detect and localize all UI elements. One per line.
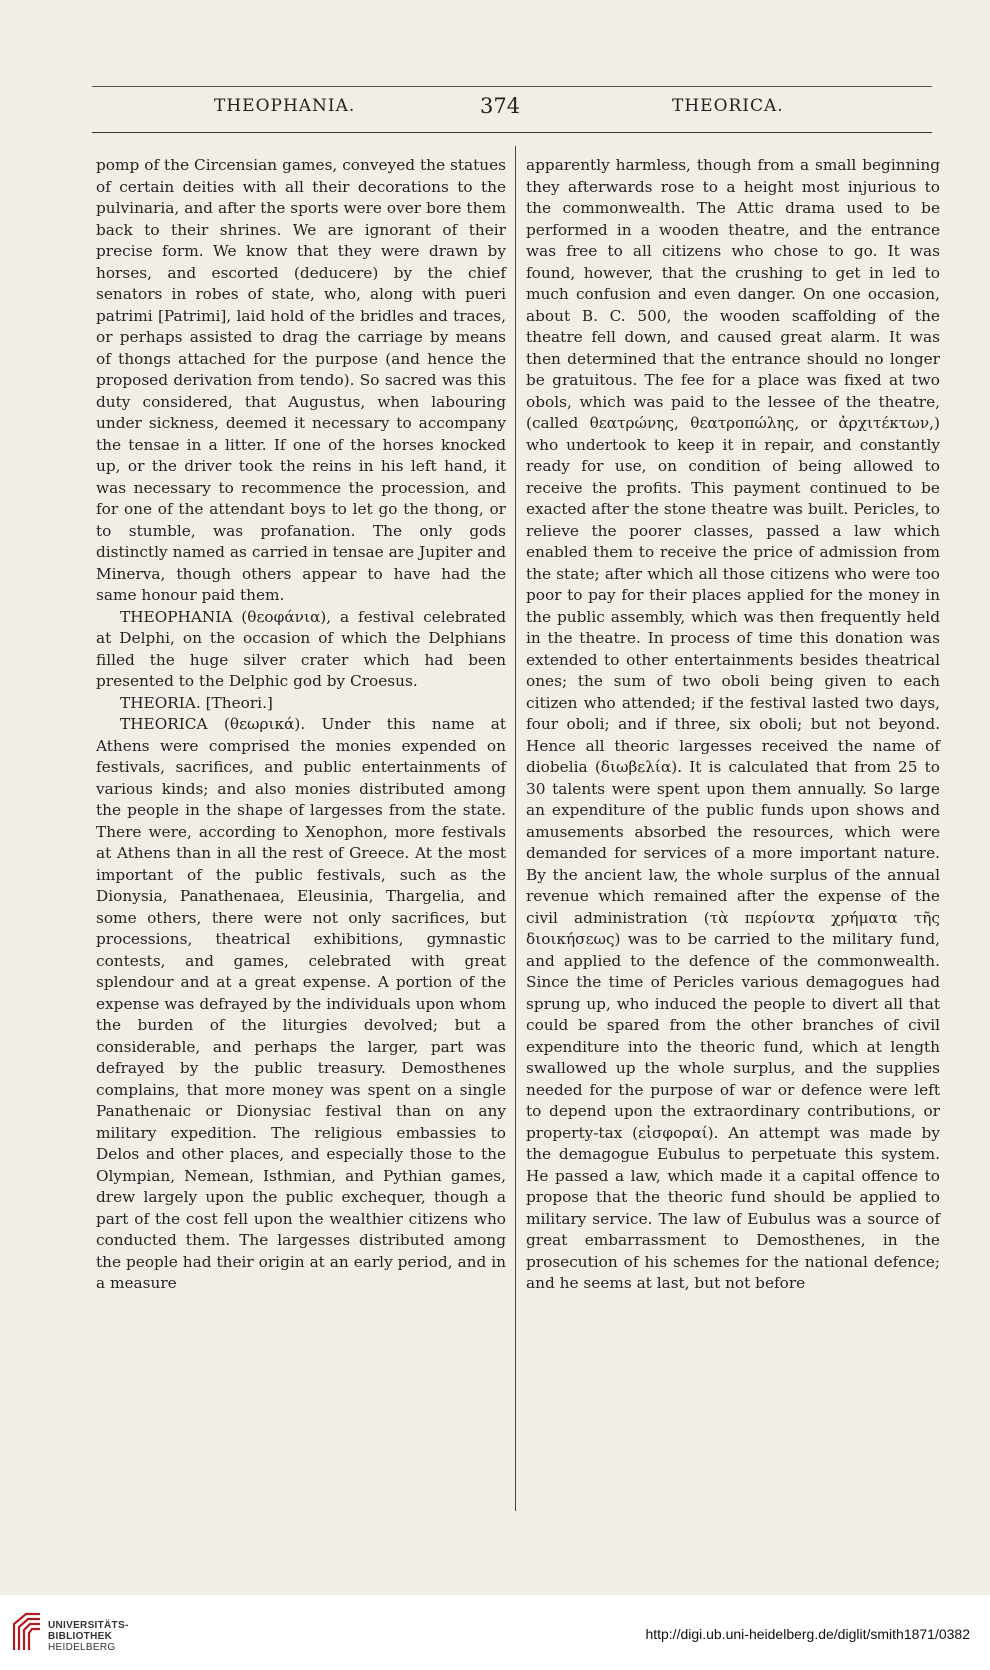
library-name-line-3: HEIDELBERG bbox=[48, 1642, 116, 1653]
paragraph-theorica: THEORICA (θεωρικά). Under this name at Athens were comprised the monies expended on festivals, sacrifices, and public entertainments of various kinds; and also monies distributed among the people in the shape of largesses from the state. There were, according to Xenophon, more festivals at Athens than in all the rest of Greece. At the most important of the public festivals, such as the Dionysia, Panathenaea, Eleusinia, Thargelia, and some others, there were not only sacrifices, but processions, theatrical exhibitions, gymnastic contests, and games, celebrated with great splendour and at a great expense. A portion of the expense was defrayed by the individuals upon whom the burden of the liturgies devolved; but a considerable, and perhaps the larger, part was defrayed by the public treasury. Demosthenes complains, that more money was spent on a single Panathenaic or Dionysiac festival than on any military expedition. The religious embassies to Delos and other places, and especially those to the Olympian, Nemean, Isthmian, and Pythian games, drew largely upon the public exchequer, though a part of the cost fell upon the wealthier citizens who conducted them. The largesses distributed among the people had their origin at an early period, and in a measure bbox=[96, 715, 506, 1292]
right-column bbox=[526, 155, 940, 1295]
paragraph-theophania: THEOPHANIA (θεοφάνια), a festival celebrated at Delphi, on the occasion of which the Delphians filled the huge silver crater which had been presented to the Delphic god by Croesus. bbox=[96, 607, 506, 690]
running-head-right: THEORICA. bbox=[672, 96, 784, 116]
header-rule bbox=[92, 132, 932, 133]
paragraph-tensae-continued: pomp of the Circensian games, conveyed the statues of certain deities with all their decorations to the pulvinaria, and after the sports were over bore them back to their shrines. We are ignorant of their precise form. We know that they were drawn by horses, and escorted (deducere) by the chief senators in robes of state, who, along with pueri patrimi [Patrimi], laid hold of the bridles and traces, or perhaps assisted to drag the carriage by means of thongs attached for the purpose (and hence the proposed derivation from tendo). So sacred was this duty considered, that Augustus, when labouring under sickness, deemed it necessary to accompany the tensae in a litter. If one of the horses knocked up, or the driver took the reins in his left hand, it was necessary to recommence the procession, and for one of the attendant boys to let go the thong, or to stumble, was profanation. The only gods distinctly named as carried in tensae are Jupiter and Minerva, though others appear to have had the same honour paid them. bbox=[96, 156, 506, 604]
library-name-line-1: UNIVERSITÄTS- bbox=[48, 1620, 129, 1631]
page-number: 374 bbox=[480, 94, 521, 118]
running-head-left: THEOPHANIA. bbox=[214, 96, 356, 116]
paragraph-theoria: THEORIA. [Theori.] bbox=[120, 693, 273, 712]
running-head bbox=[92, 96, 932, 126]
column-divider bbox=[515, 146, 516, 1511]
library-name bbox=[48, 1620, 129, 1653]
left-column bbox=[96, 155, 506, 1295]
top-rule bbox=[92, 86, 932, 87]
heidelberg-library-logo-icon bbox=[10, 1610, 44, 1654]
permalink-url[interactable]: http://digi.ub.uni-heidelberg.de/diglit/smith1871/0382 bbox=[645, 1626, 970, 1642]
paragraph-theorica-continued: apparently harmless, though from a small beginning they afterwards rose to a height most injurious to the commonwealth. The Attic drama used to be performed in a wooden theatre, and the entrance was free to all citizens who chose to go. It was found, however, that the crushing to get in led to much confusion and even danger. On one occasion, about B. C. 500, the wooden scaffolding of the theatre fell down, and caused great alarm. It was then determined that the entrance should no longer be gratuitous. The fee for a place was fixed at two obols, which was paid to the lessee of the theatre, (called θεατρώνης, θεατροπώλης, or ἀρχιτέκτων,) who undertook to keep it in repair, and constantly ready for use, on condition of being allowed to receive the profits. This payment continued to be exacted after the stone theatre was built. Pericles, to relieve the poorer classes, passed a law which enabled them to receive the price of admission from the state; after which all those citizens who were too poor to pay for their places applied for the money in the public assembly, which was then frequently held in the theatre. In process of time this donation was extended to other entertainments besides theatrical ones; the sum of two oboli being given to each citizen who attended; if the festival lasted two days, four oboli; and if three, six oboli; but not beyond. Hence all theoric largesses received the name of diobelia (διωβελία). It is calculated that from 25 to 30 talents were spent upon them annually. So large an expenditure of the public funds upon shows and amusements absorbed the resources, which were demanded for services of a more important nature. By the ancient law, the whole surplus of the annual revenue which remained after the expense of the civil administration (τὰ περίοντα χρήματα τῆς διοικήσεως) was to be carried to the military fund, and applied to the defence of the commonwealth. Since the time of Pericles various demagogues had sprung up, who induced the people to divert all that could be spared from the other branches of civil expenditure into the theoric fund, which at length swallowed up the whole surplus, and the supplies needed for the purpose of war or defence were left to depend upon the extraordinary contributions, or property-tax (εἰσφοραί). An attempt was made by the demagogue Eubulus to perpetuate this system. He passed a law, which made it a capital offence to propose that the theoric fund should be applied to military service. The law of Eubulus was a source of great embarrassment to Demosthenes, in the prosecution of his schemes for the national defence; and he seems at last, but not before bbox=[526, 156, 940, 1292]
library-name-line-2: BIBLIOTHEK bbox=[48, 1631, 113, 1642]
